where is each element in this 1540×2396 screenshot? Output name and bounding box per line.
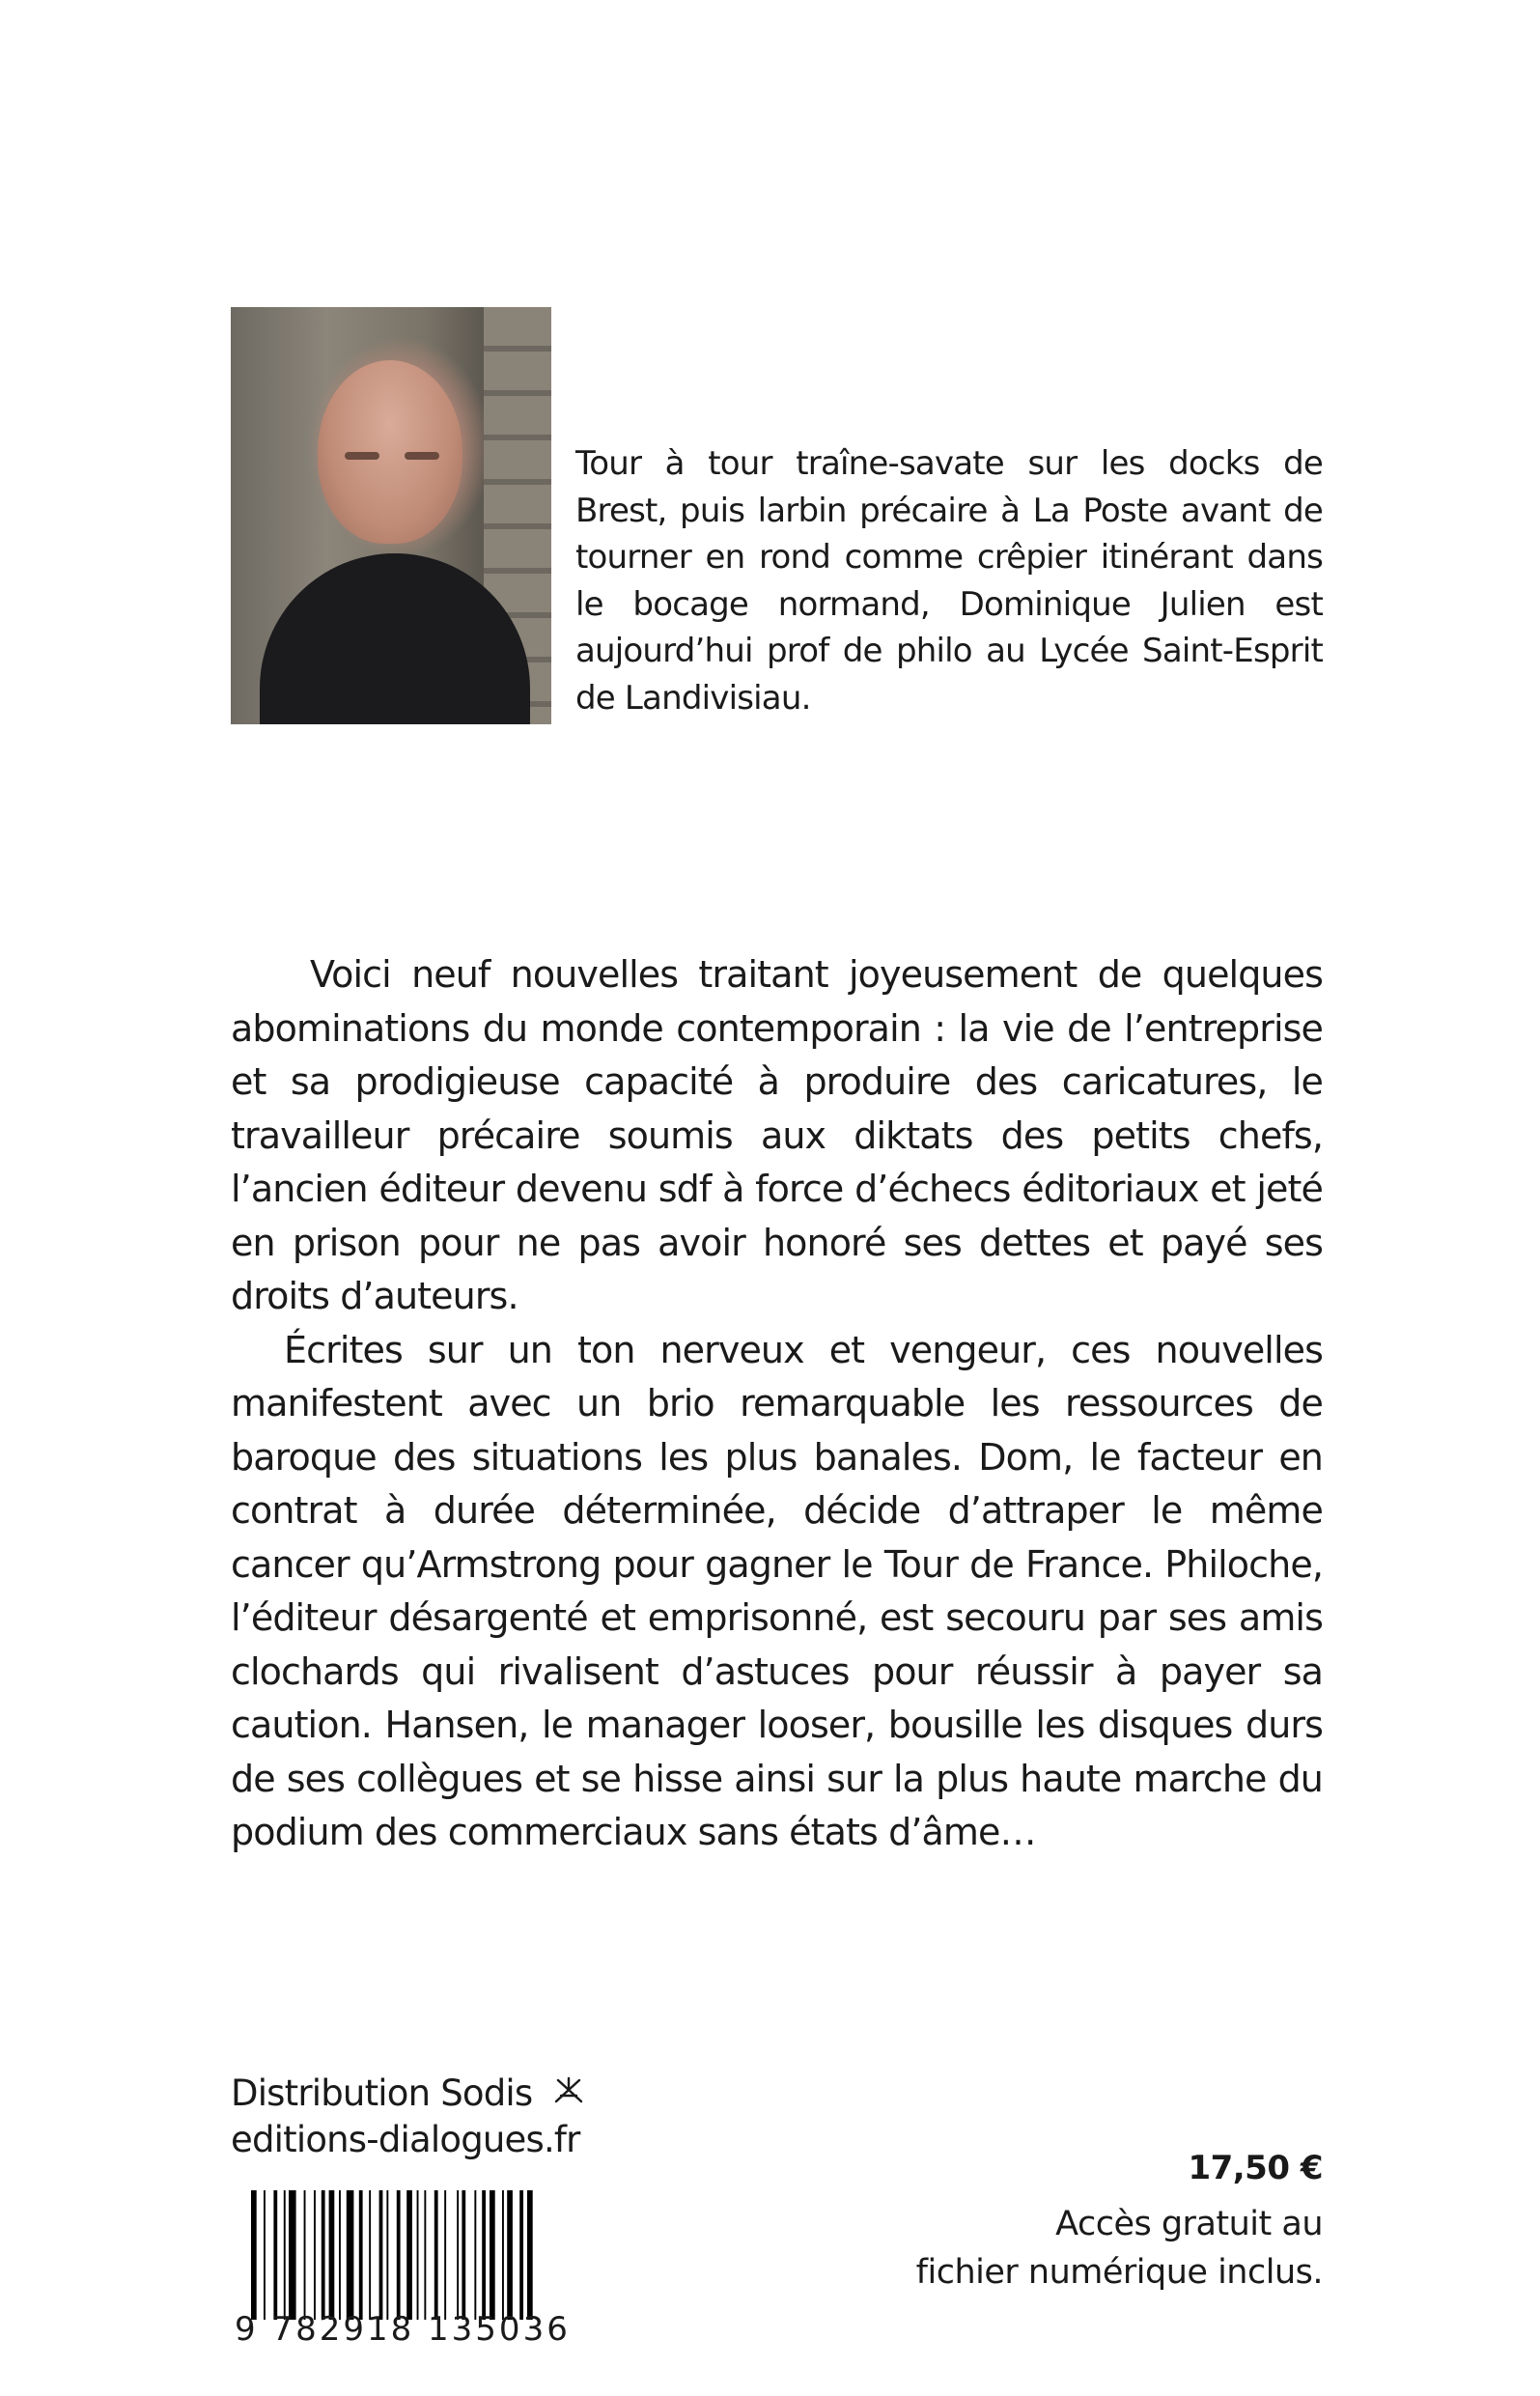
- distribution-label: Distribution Sodis: [231, 2072, 533, 2114]
- barcode-bar: [273, 2190, 277, 2320]
- barcode-bar: [251, 2190, 257, 2320]
- barcode-bar: [444, 2190, 446, 2320]
- barcode-bar: [519, 2190, 523, 2320]
- barcode-bar: [322, 2190, 325, 2320]
- photo-brow-left: [345, 452, 379, 460]
- barcode-bar: [284, 2190, 286, 2320]
- barcode-bar: [490, 2190, 495, 2320]
- barcode-bar: [417, 2190, 419, 2320]
- access-line-1: Accès gratuit au: [1055, 2205, 1323, 2243]
- barcode-bar: [434, 2190, 438, 2320]
- sodis-logo-icon: [552, 2071, 585, 2117]
- barcode-bar: [369, 2190, 371, 2320]
- barcode-bar: [289, 2190, 296, 2320]
- barcode-bar: [314, 2190, 316, 2320]
- author-bio: Tour à tour traîne-savate sur les docks de Brest, puis larbin précaire à La Poste avant de tourner en rond comme crêpier itinérant dans le bocage normand, Dominique Julien est aujourd’hui prof de philo au Lycée Saint-Esprit de Landivisiau.: [575, 444, 1323, 718]
- distribution-block: [231, 2071, 585, 2163]
- barcode: [249, 2190, 587, 2320]
- photo-brow-right: [405, 452, 439, 460]
- website-link: editions-dialogues.fr: [231, 2119, 580, 2160]
- barcode-bar: [482, 2190, 486, 2320]
- barcode-bar: [304, 2190, 306, 2320]
- barcode-bar: [462, 2190, 465, 2320]
- blurb-paragraph-1: Voici neuf nouvelles traitant joyeusement de quelques abominations du monde contemporain : la vie de l’entreprise et sa prodigieuse capacité à produire des caricatures, le travailleur précaire soumis aux diktats des petits chefs, l’ancien éditeur devenu sdf à force d’échecs éditoriaux et jeté en prison pour ne pas avoir honoré ses dettes et payé ses droits d’auteurs.: [231, 953, 1323, 1317]
- barcode-bar: [347, 2190, 354, 2320]
- author-photo: [231, 307, 551, 724]
- barcode-bar: [424, 2190, 426, 2320]
- barcode-bar: [527, 2190, 533, 2320]
- barcode-bar: [339, 2190, 341, 2320]
- barcode-bar: [502, 2190, 504, 2320]
- barcode-bar: [264, 2190, 266, 2320]
- blurb-paragraph-2: Écrites sur un ton nerveux et vengeur, ces nouvelles manifestent avec un brio remarquable les ressources de baroque des situations les plus banales. Dom, le facteur en contrat à durée déterminée, décide d’attraper le même cancer qu’Armstrong pour gagner le Tour de France. Philoche, l’éditeur désargenté et emprisonné, est secouru par ses amis clochards qui rivalisent d’astuces pour réussir à payer sa caution. Hansen, le manager looser, bousille les disques durs de ses collègues et se hisse ainsi sur la plus haute marche du podium des commerciaux sans états d’âme…: [231, 1328, 1323, 1853]
- barcode-bar: [379, 2190, 383, 2320]
- access-line-2: fichier numérique inclus.: [915, 2253, 1323, 2292]
- barcode-bar: [386, 2190, 388, 2320]
- photo-head: [318, 360, 462, 544]
- isbn-number: 9 782918 135036: [235, 2310, 571, 2349]
- digital-access-note: [916, 2200, 1323, 2297]
- barcode-bar: [329, 2190, 335, 2320]
- barcode-bar: [406, 2190, 412, 2320]
- price: 17,50 €: [1188, 2149, 1323, 2187]
- barcode-bar: [507, 2190, 513, 2320]
- barcode-bar: [397, 2190, 401, 2320]
- barcode-bar: [474, 2190, 476, 2320]
- book-blurb: [231, 948, 1323, 1860]
- barcode-bar: [359, 2190, 363, 2320]
- barcode-bar: [457, 2190, 459, 2320]
